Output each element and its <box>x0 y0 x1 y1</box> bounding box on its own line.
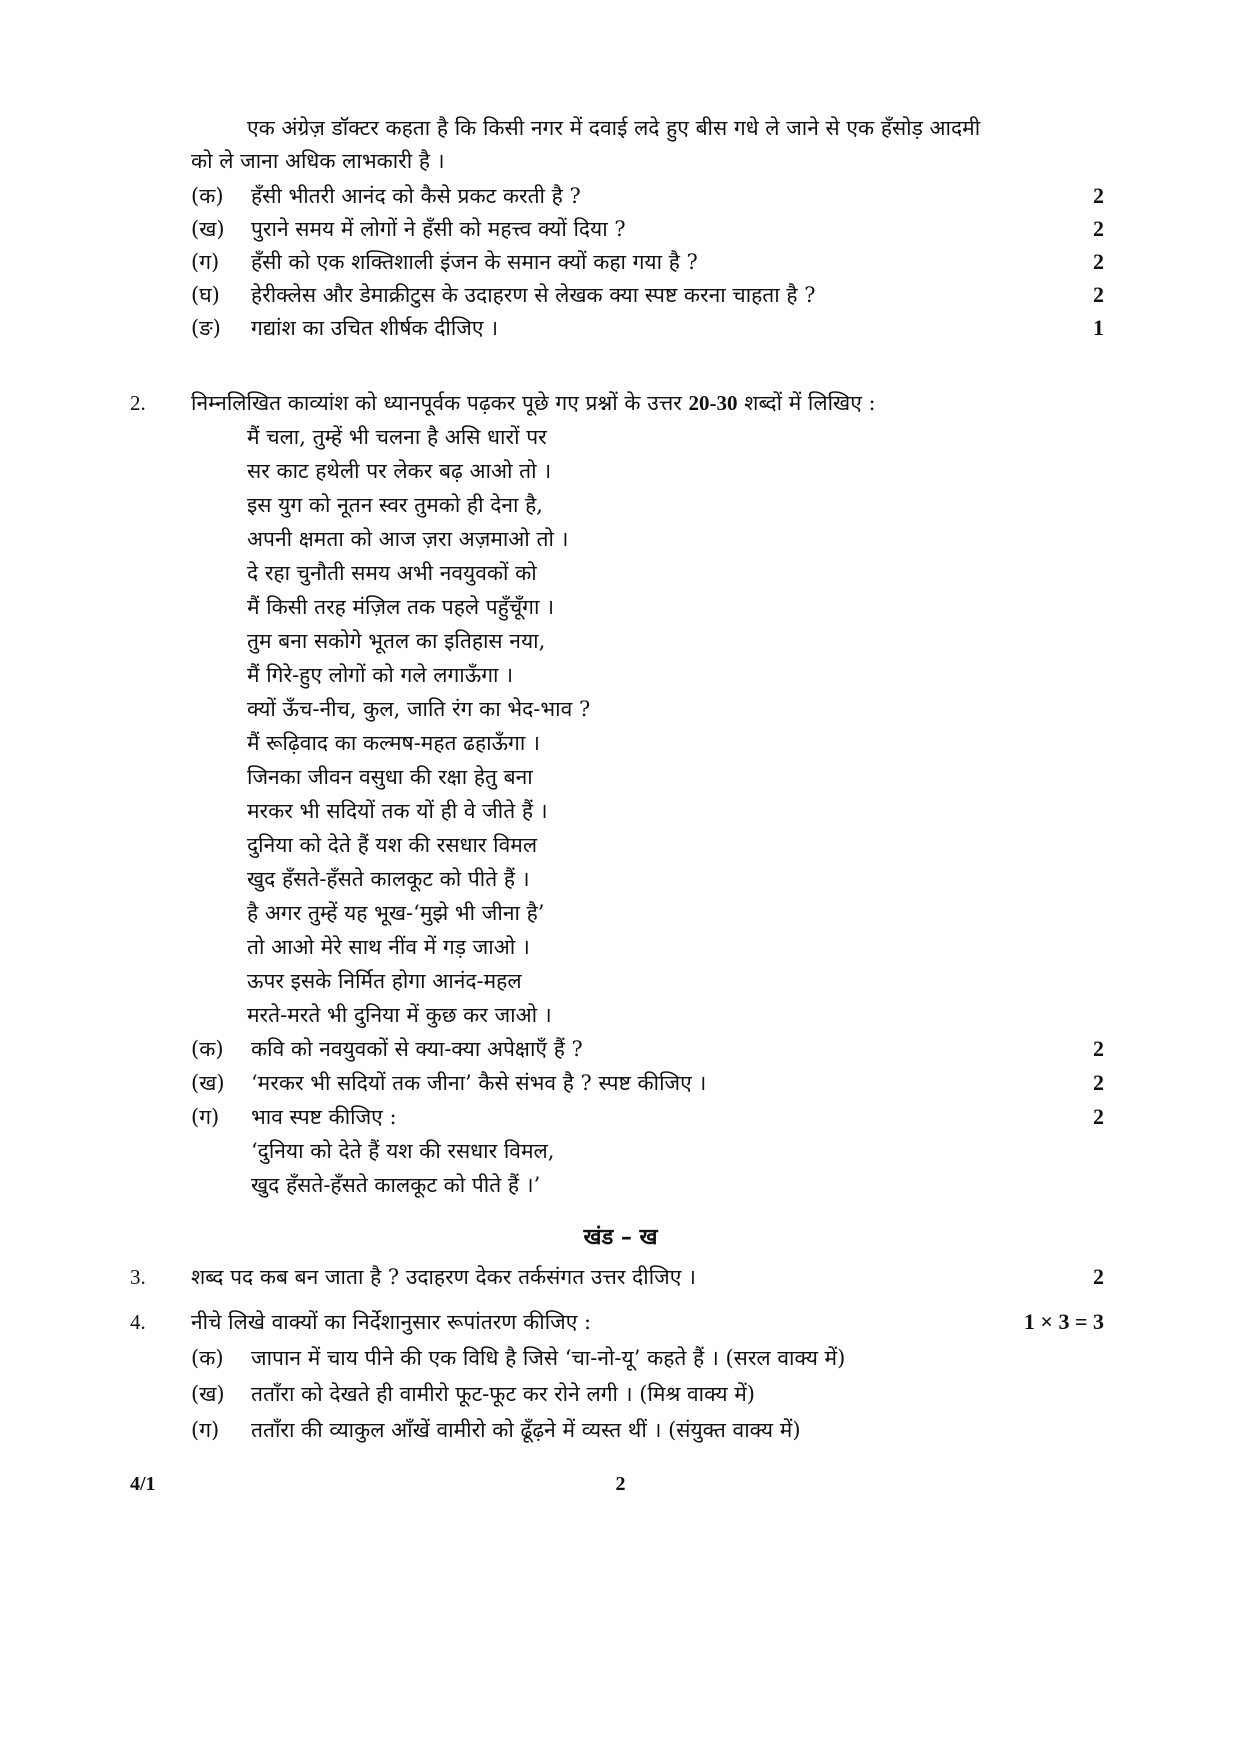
poem-line: मैं गिरे-हुए लोगों को गले लगाऊँगा । <box>247 663 514 687</box>
poem-line: मरते-मरते भी दुनिया में कुछ कर जाओ । <box>247 1003 552 1027</box>
sub-text: कवि को नवयुवकों से क्या-क्या अपेक्षाएँ हैं ? <box>251 1037 583 1061</box>
poem-line: तुम बना सकोगे भूतल का इतिहास नया, <box>247 629 546 653</box>
sub-label: (ख) <box>191 1382 225 1406</box>
q4-marks: 1 × 3 = 3 <box>1023 1309 1104 1334</box>
poem-line: है अगर तुम्हें यह भूख-‘मुझे भी जीना है’ <box>247 901 545 925</box>
sub-text: तताँरा की व्याकुल आँखें वामीरो को ढूँढ़ने में व्यस्त थीं । (संयुक्त वाक्य में) <box>251 1418 801 1442</box>
passage-line-1: एक अंग्रेज़ डॉक्टर कहता है कि किसी नगर में दवाई लदे हुए बीस गधे ले जाने से एक हँसोड़ आदमी <box>247 116 981 140</box>
marks: 1 <box>1093 315 1104 340</box>
poem-line: इस युग को नूतन स्वर तुमको ही देना है, <box>247 493 543 517</box>
quote-line-2: खुद हँसते-हँसते कालकूट को पीते हैं ।’ <box>251 1173 541 1197</box>
q3-number: 3. <box>130 1265 146 1289</box>
q4-text: नीचे लिखे वाक्यों का निर्देशानुसार रूपांतरण कीजिए : <box>191 1310 592 1334</box>
sub-label: (घ) <box>191 283 220 307</box>
sub-label: (ङ) <box>191 316 221 340</box>
marks: 2 <box>1093 1036 1104 1061</box>
sub-label: (ग) <box>191 1105 220 1129</box>
sub-label: (ग) <box>191 250 220 274</box>
sub-text: जापान में चाय पीने की एक विधि है जिसे ‘चा-नो-यू’ कहते हैं । (सरल वाक्य में) <box>251 1346 846 1370</box>
poem-line: क्यों ऊँच-नीच, कुल, जाति रंग का भेद-भाव ? <box>247 697 591 721</box>
sub-label: (ख) <box>191 217 225 241</box>
q2-instruction <box>191 388 876 418</box>
q2-text-before: निम्नलिखित काव्यांश को ध्यानपूर्वक पढ़कर पूछे गए प्रश्नों के उत्तर <box>191 391 689 415</box>
poem-line: मैं किसी तरह मंज़िल तक पहले पहुँचूँगा । <box>247 595 555 619</box>
page-number: 2 <box>615 1473 626 1495</box>
passage-line-2: को ले जाना अधिक लाभकारी है । <box>191 149 445 173</box>
q3-marks: 2 <box>1093 1264 1104 1289</box>
q2-word-range: 20-30 <box>688 391 738 415</box>
sub-label: (ख) <box>191 1071 225 1095</box>
poem-line: मैं चला, तुम्हें भी चलना है असि धारों पर <box>247 425 547 449</box>
marks: 2 <box>1093 183 1104 208</box>
poem-line: खुद हँसते-हँसते कालकूट को पीते हैं । <box>247 867 530 891</box>
sub-label: (क) <box>191 1346 224 1370</box>
marks: 2 <box>1093 282 1104 307</box>
sub-label: (क) <box>191 1037 224 1061</box>
sub-text: पुराने समय में लोगों ने हँसी को महत्त्व क्यों दिया ? <box>251 217 626 241</box>
sub-text: ‘मरकर भी सदियों तक जीना’ कैसे संभव है ? स्पष्ट कीजिए । <box>251 1071 707 1095</box>
section-heading: खंड – ख <box>583 1224 658 1250</box>
poem-line: दे रहा चुनौती समय अभी नवयुवकों को <box>247 561 537 585</box>
sub-text: गद्यांश का उचित शीर्षक दीजिए । <box>251 316 499 340</box>
sub-label: (ग) <box>191 1418 220 1442</box>
q3-text: शब्द पद कब बन जाता है ? उदाहरण देकर तर्कसंगत उत्तर दीजिए । <box>191 1265 696 1289</box>
poem-line: दुनिया को देते हैं यश की रसधार विमल <box>247 833 538 857</box>
sub-text: हेरीक्लेस और डेमाक्रीटुस के उदाहरण से लेखक क्या स्पष्ट करना चाहता है ? <box>251 283 816 307</box>
paper-code: 4/1 <box>130 1473 156 1495</box>
poem-line: अपनी क्षमता को आज ज़रा अज़माओ तो । <box>247 527 569 551</box>
marks: 2 <box>1093 249 1104 274</box>
sub-text: हँसी भीतरी आनंद को कैसे प्रकट करती है ? <box>251 184 581 208</box>
q2-text-after: शब्दों में लिखिए : <box>737 391 876 415</box>
sub-label: (क) <box>191 184 224 208</box>
poem-line: ऊपर इसके निर्मित होगा आनंद-महल <box>247 969 522 993</box>
poem-line: मैं रूढ़िवाद का कल्मष-महत ढहाऊँगा । <box>247 731 540 755</box>
q2-number: 2. <box>130 391 146 415</box>
marks: 2 <box>1093 1070 1104 1095</box>
poem-line: तो आओ मेरे साथ नींव में गड़ जाओ । <box>247 935 530 959</box>
marks: 2 <box>1093 1104 1104 1129</box>
sub-text: तताँरा को देखते ही वामीरो फूट-फूट कर रोने लगी । (मिश्र वाक्य में) <box>251 1382 755 1406</box>
sub-text: हँसी को एक शक्तिशाली इंजन के समान क्यों कहा गया है ? <box>251 250 698 274</box>
poem-line: जिनका जीवन वसुधा की रक्षा हेतु बना <box>247 765 533 789</box>
marks: 2 <box>1093 216 1104 241</box>
sub-text: भाव स्पष्ट कीजिए : <box>251 1105 397 1129</box>
q4-number: 4. <box>130 1310 146 1334</box>
poem-line: सर काट हथेली पर लेकर बढ़ आओ तो । <box>247 459 552 483</box>
poem-line: मरकर भी सदियों तक यों ही वे जीते हैं । <box>247 799 548 823</box>
quote-line-1: ‘दुनिया को देते हैं यश की रसधार विमल, <box>251 1139 555 1163</box>
